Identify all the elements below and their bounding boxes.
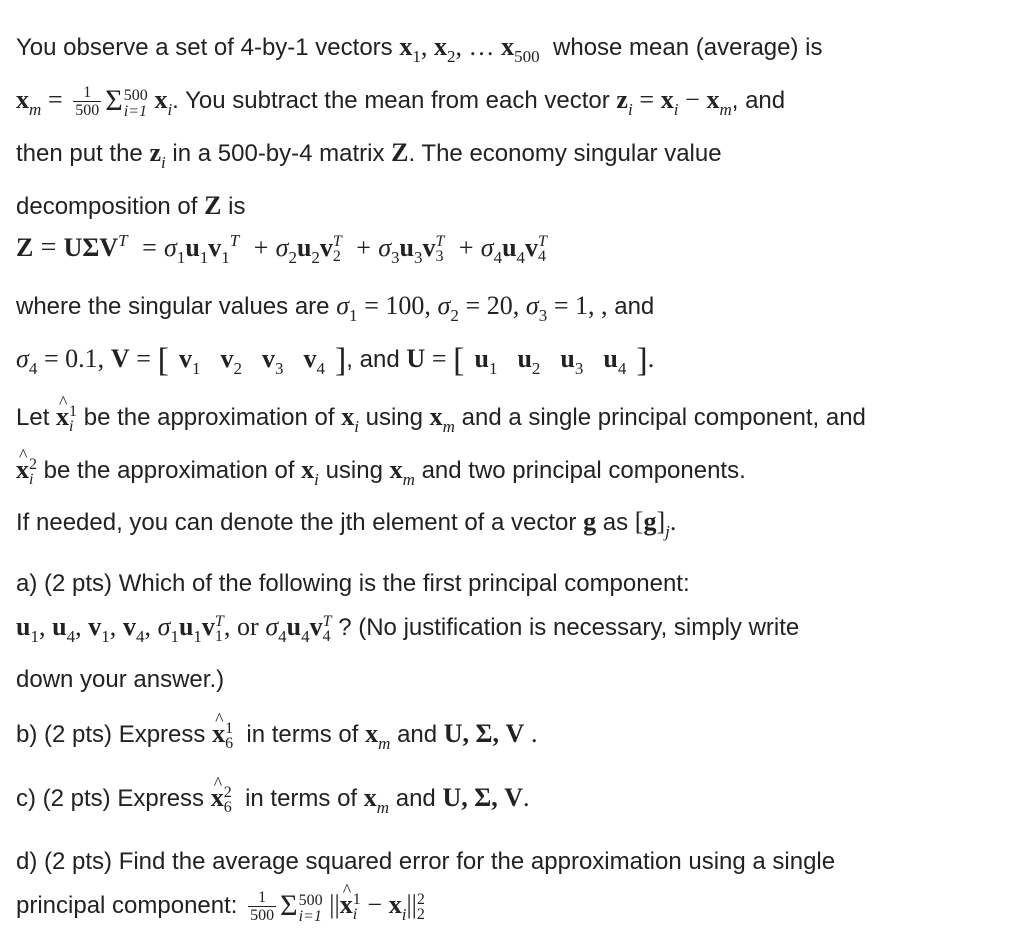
intro-text-3: . You subtract the mean from each vector [172, 87, 610, 114]
sum-symbol-d: Σ 500 i=1 [280, 888, 323, 926]
question-a: a) (2 pts) Which of the following is the first principal component: $u_1$, $u_4$, $v_1$, $v_4$, $\sigma_1u_1v$ T 1 , or $\sigma_4u_4v$ T 4 ? (No justification is necessary, simply write down your answer.) [16, 570, 800, 693]
paragraph-approximations: Let ^ x 1 i be the approximation of $x_i$ using $x_m$ and a single principal component, and ^ x 2 i be the approximation of $x_i$ using $x_m$ and two principal components. [16, 395, 1012, 501]
svd-equation: $Z = U\Sigma V^T = \sigma_1u_1v_1^T + \sigma_2u_2v$ T 2 + $\sigma_3u_3v$ T 3 + $\sigma_4u_4v$ T 4 [16, 231, 547, 267]
intro-text-6: in a 500-by-4 matrix [172, 140, 385, 167]
question-d: d) (2 pts) Find the average squared error for the approximation using a single principal component: $\frac{1}{500}$ Σ 500 i=1 ||^ x 1 i − $x_i||$ 2 2 [16, 840, 1012, 936]
intro-text-4: , and [731, 87, 786, 114]
intro-text-1: You observe a set of 4-by-1 vectors [16, 34, 393, 61]
paragraph-singular-values: where the singular values are $\sigma_1 = 100$, $\sigma_2 = 20$, $\sigma_3 = 1$, , and $\sigma_4 = 0.1$, V = [ $v_1$ $v_2$ $v_3$ $v_4$ ], and U = [ $u_1$ $u_2$ $u_3$ $u_4$ ]. [16, 291, 655, 379]
paragraph-intro: You observe a set of 4-by-1 vectors $x_1$, $x_2$, … $x_{500}$ whose mean (average) is $x_m$ = $\frac{1}{500}$ Σ 500 i=1 $x_i$. You subtract the mean from each vector $z_i = x_i - x_m$, and then put the $z_i$ in a 500-by-4 matrix Z. The economy singular value decomposition of Z is [16, 32, 823, 220]
intro-text-2: whose mean (average) is [553, 34, 823, 61]
intro-text-7: . The economy singular value [408, 140, 722, 167]
intro-text-8: decomposition of [16, 193, 198, 220]
fraction-1-over-500-d: $\frac{1}{500}$ [250, 889, 275, 925]
intro-text-9: is [228, 193, 246, 220]
question-b: b) (2 pts) Express ^ x 1 6 in terms of $x_m$ and U, Σ, V . [16, 712, 1012, 765]
fraction-1-over-500: $\frac{1}{500}$ [75, 84, 100, 120]
question-c: c) (2 pts) Express ^ x 2 6 in terms of $x_m$ and U, Σ, V. [16, 776, 1012, 829]
paragraph-notation: If needed, you can denote the jth element of a vector g as $[g]_j$. [16, 507, 677, 541]
singular-values-text: where the singular values are [16, 293, 330, 320]
intro-text-5: then put the [16, 140, 143, 167]
sum-symbol: Σ 500 i=1 [105, 83, 148, 121]
